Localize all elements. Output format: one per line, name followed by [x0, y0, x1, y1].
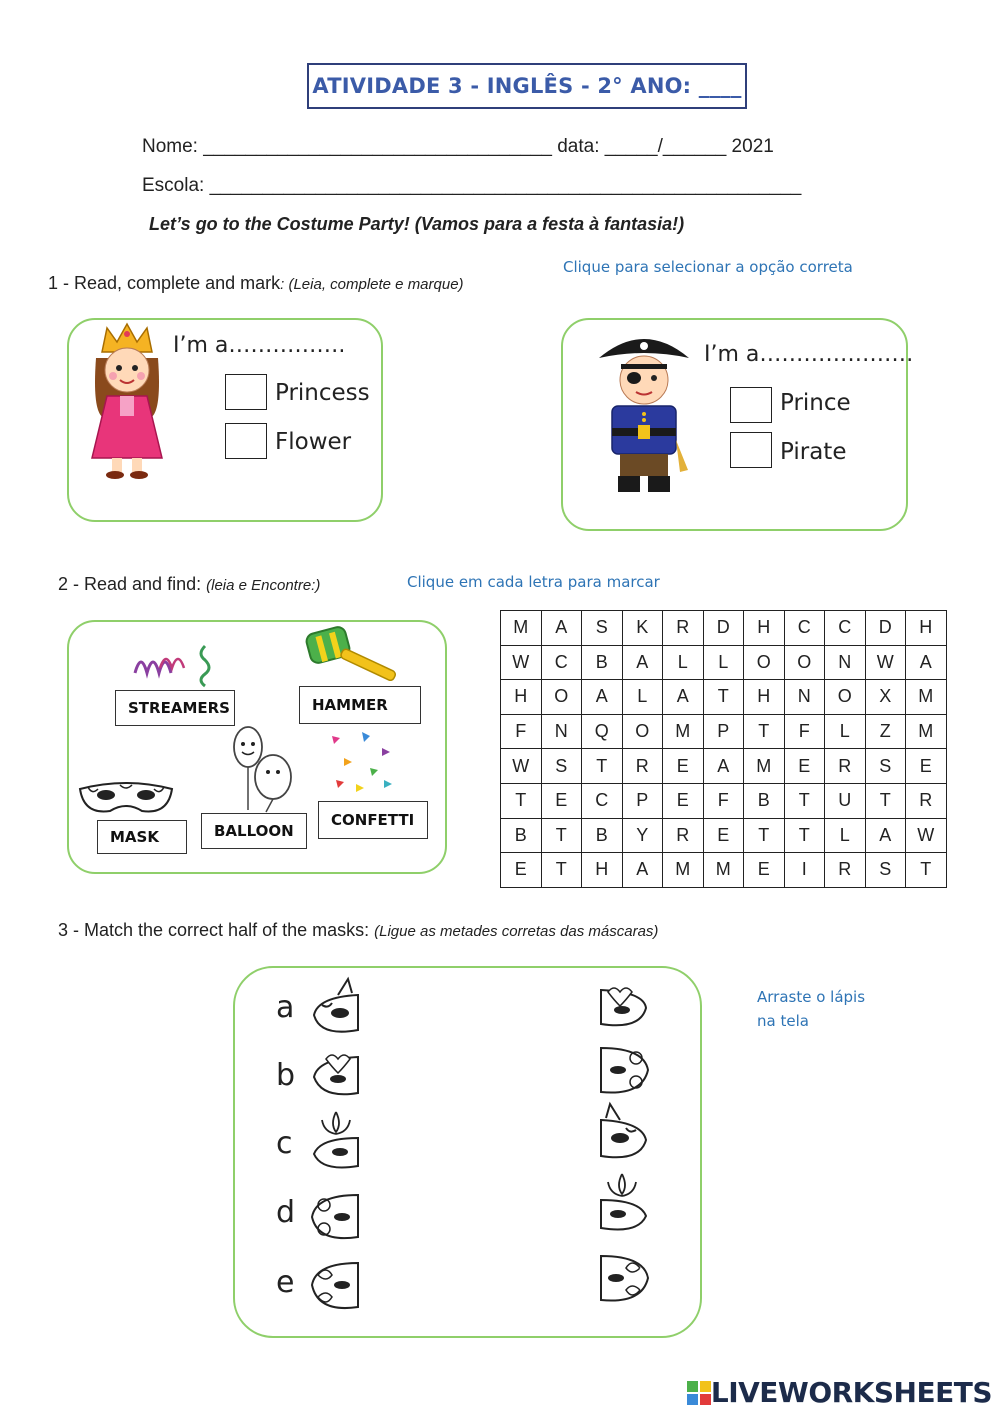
word-streamers: STREAMERS [115, 690, 235, 726]
grid-letter-cell[interactable]: N [825, 645, 866, 680]
grid-letter-cell[interactable]: H [582, 853, 623, 888]
grid-letter-cell[interactable]: L [703, 645, 744, 680]
grid-letter-cell[interactable]: E [501, 853, 542, 888]
mask-letter-a: a [276, 990, 295, 1025]
grid-letter-cell[interactable]: B [582, 818, 623, 853]
grid-letter-cell[interactable]: T [582, 749, 623, 784]
hammer-icon [300, 620, 410, 686]
mask-half-left-e-icon [308, 1255, 363, 1320]
grid-letter-cell[interactable]: R [663, 818, 704, 853]
grid-letter-cell[interactable]: H [744, 680, 785, 715]
grid-letter-cell[interactable]: S [865, 749, 906, 784]
grid-letter-cell[interactable]: S [582, 611, 623, 646]
mask-half-left-a-icon [308, 975, 363, 1045]
question-2-main: 2 - Read and find: [58, 574, 202, 594]
name-date-field: Nome: _________________________________ data: _____/______ 2021 [142, 136, 774, 157]
word-balloon: BALLOON [201, 813, 307, 849]
word-confetti: CONFETTI [318, 801, 428, 839]
grid-letter-cell[interactable]: M [663, 714, 704, 749]
grid-letter-cell[interactable]: A [622, 645, 663, 680]
grid-letter-cell[interactable]: R [663, 611, 704, 646]
confetti-icon [322, 728, 402, 798]
grid-letter-cell[interactable]: O [541, 680, 582, 715]
grid-letter-cell[interactable]: E [744, 853, 785, 888]
grid-letter-cell[interactable]: T [744, 818, 785, 853]
grid-letter-cell[interactable]: W [501, 749, 542, 784]
grid-letter-cell[interactable]: W [865, 645, 906, 680]
mask-half-right-4-icon [596, 1170, 651, 1238]
liveworksheets-logo [687, 1376, 992, 1409]
mask-half-left-d-icon [308, 1185, 363, 1250]
grid-letter-cell[interactable]: M [703, 853, 744, 888]
grid-row [501, 783, 947, 818]
liveworksheets-logo-icon [687, 1381, 711, 1405]
grid-letter-cell[interactable]: R [906, 783, 947, 818]
grid-letter-cell[interactable]: A [582, 680, 623, 715]
grid-letter-cell[interactable]: Z [865, 714, 906, 749]
mask-half-left-b-icon [308, 1045, 363, 1105]
grid-letter-cell[interactable]: M [906, 680, 947, 715]
streamers-icon [130, 638, 225, 688]
grid-letter-cell[interactable]: W [501, 645, 542, 680]
word-search-grid [500, 610, 947, 888]
grid-letter-cell[interactable]: I [784, 853, 825, 888]
option-flower-label: Flower [275, 429, 352, 455]
question-1-sub: : (Leia, complete e marque) [280, 276, 464, 293]
grid-letter-cell[interactable]: E [663, 749, 704, 784]
word-mask: MASK [97, 820, 187, 854]
worksheet-title: ATIVIDADE 3 - INGLÊS - 2° ANO: ____ [312, 74, 742, 98]
grid-letter-cell[interactable]: L [825, 818, 866, 853]
grid-letter-cell[interactable]: B [501, 818, 542, 853]
grid-letter-cell[interactable]: H [906, 611, 947, 646]
grid-letter-cell[interactable]: O [744, 645, 785, 680]
grid-letter-cell[interactable]: P [703, 714, 744, 749]
question-2-sub: (leia e Encontre:) [206, 577, 321, 594]
princess-icon [82, 318, 172, 480]
grid-letter-cell[interactable]: L [825, 714, 866, 749]
grid-row [501, 714, 947, 749]
option-pirate-checkbox[interactable] [730, 432, 772, 468]
hint-select-option: Clique para selecionar a opção correta [563, 258, 853, 276]
question-3-sub: (Ligue as metades corretas das máscaras) [374, 923, 659, 940]
grid-letter-cell[interactable]: L [622, 680, 663, 715]
card-1-prompt: I’m a……………. [173, 333, 346, 358]
grid-letter-cell[interactable]: A [703, 749, 744, 784]
grid-letter-cell[interactable]: A [622, 853, 663, 888]
grid-letter-cell[interactable]: T [501, 783, 542, 818]
grid-row [501, 818, 947, 853]
grid-letter-cell[interactable]: R [825, 749, 866, 784]
question-3-main: 3 - Match the correct half of the masks: [58, 920, 370, 940]
grid-letter-cell[interactable]: N [541, 714, 582, 749]
grid-letter-cell[interactable]: X [865, 680, 906, 715]
grid-letter-cell[interactable]: B [582, 645, 623, 680]
card-2-prompt: I’m a………………… [704, 342, 914, 367]
mask-half-right-1-icon [596, 980, 651, 1035]
mask-icon [76, 775, 176, 821]
option-princess-checkbox[interactable] [225, 374, 267, 410]
grid-letter-cell[interactable]: D [865, 611, 906, 646]
grid-letter-cell[interactable]: T [541, 818, 582, 853]
grid-letter-cell[interactable]: C [784, 611, 825, 646]
grid-letter-cell[interactable]: E [906, 749, 947, 784]
grid-letter-cell[interactable]: R [825, 853, 866, 888]
balloon-icon [228, 722, 298, 814]
mask-letter-b: b [276, 1058, 296, 1093]
grid-letter-cell[interactable]: M [744, 749, 785, 784]
grid-letter-cell[interactable]: A [663, 680, 704, 715]
option-princess-label: Princess [275, 380, 370, 406]
grid-letter-cell[interactable]: T [865, 783, 906, 818]
word-hammer: HAMMER [299, 686, 421, 724]
grid-row [501, 853, 947, 888]
mask-letter-e: e [276, 1265, 295, 1300]
grid-row [501, 645, 947, 680]
grid-letter-cell[interactable]: F [703, 783, 744, 818]
grid-letter-cell[interactable]: S [541, 749, 582, 784]
question-2 [58, 574, 320, 595]
grid-letter-cell[interactable]: U [825, 783, 866, 818]
grid-letter-cell[interactable]: Q [582, 714, 623, 749]
hint-click-letters: Clique em cada letra para marcar [407, 573, 660, 591]
grid-letter-cell[interactable]: K [622, 611, 663, 646]
question-1-main: 1 - Read, complete and mark [48, 273, 281, 293]
grid-letter-cell[interactable]: H [744, 611, 785, 646]
grid-letter-cell[interactable]: F [784, 714, 825, 749]
grid-letter-cell[interactable]: M [501, 611, 542, 646]
grid-letter-cell[interactable]: T [744, 714, 785, 749]
mask-letter-d: d [276, 1195, 296, 1230]
mask-half-right-3-icon [596, 1100, 651, 1168]
grid-letter-cell[interactable]: M [663, 853, 704, 888]
worksheet-title-box [307, 63, 747, 109]
grid-letter-cell[interactable]: E [703, 818, 744, 853]
grid-letter-cell[interactable]: M [906, 714, 947, 749]
grid-letter-cell[interactable]: E [784, 749, 825, 784]
liveworksheets-brand: LIVEWORKSHEETS [710, 1376, 992, 1409]
grid-letter-cell[interactable]: N [784, 680, 825, 715]
mask-half-right-5-icon [596, 1248, 651, 1310]
grid-letter-cell[interactable]: H [501, 680, 542, 715]
grid-row [501, 749, 947, 784]
grid-letter-cell[interactable]: S [865, 853, 906, 888]
grid-letter-cell[interactable]: D [703, 611, 744, 646]
grid-letter-cell[interactable]: E [541, 783, 582, 818]
mask-letter-c: c [276, 1126, 293, 1161]
pirate-icon [594, 330, 694, 498]
option-pirate-label: Pirate [780, 439, 847, 465]
option-prince-checkbox[interactable] [730, 387, 772, 423]
grid-letter-cell[interactable]: E [663, 783, 704, 818]
grid-letter-cell[interactable]: A [541, 611, 582, 646]
grid-letter-cell[interactable]: T [703, 680, 744, 715]
grid-letter-cell[interactable]: A [906, 645, 947, 680]
option-flower-checkbox[interactable] [225, 423, 267, 459]
grid-letter-cell[interactable]: O [622, 714, 663, 749]
grid-letter-cell[interactable]: O [784, 645, 825, 680]
question-3 [58, 920, 658, 941]
question-1 [48, 273, 464, 294]
grid-letter-cell[interactable]: O [825, 680, 866, 715]
grid-letter-cell[interactable]: C [541, 645, 582, 680]
subtitle: Let’s go to the Costume Party! (Vamos para a festa à fantasia!) [149, 214, 685, 234]
grid-letter-cell[interactable]: R [622, 749, 663, 784]
hint-drag-pencil-line1: Arraste o lápis [757, 988, 866, 1006]
grid-letter-cell[interactable]: T [906, 853, 947, 888]
mask-half-right-2-icon [596, 1040, 651, 1100]
grid-letter-cell[interactable]: L [663, 645, 704, 680]
hint-drag-pencil-line2: na tela [757, 1012, 809, 1030]
grid-letter-cell[interactable]: T [784, 783, 825, 818]
option-prince-label: Prince [780, 390, 851, 416]
school-field: Escola: ________________________________________________________ [142, 175, 802, 196]
grid-letter-cell[interactable]: F [501, 714, 542, 749]
grid-letter-cell[interactable]: P [622, 783, 663, 818]
grid-letter-cell[interactable]: T [784, 818, 825, 853]
grid-letter-cell[interactable]: C [825, 611, 866, 646]
grid-letter-cell[interactable]: Y [622, 818, 663, 853]
grid-letter-cell[interactable]: A [865, 818, 906, 853]
mask-half-left-c-icon [308, 1108, 363, 1176]
grid-row [501, 611, 947, 646]
grid-letter-cell[interactable]: C [582, 783, 623, 818]
grid-letter-cell[interactable]: B [744, 783, 785, 818]
grid-row [501, 680, 947, 715]
grid-letter-cell[interactable]: T [541, 853, 582, 888]
grid-letter-cell[interactable]: W [906, 818, 947, 853]
